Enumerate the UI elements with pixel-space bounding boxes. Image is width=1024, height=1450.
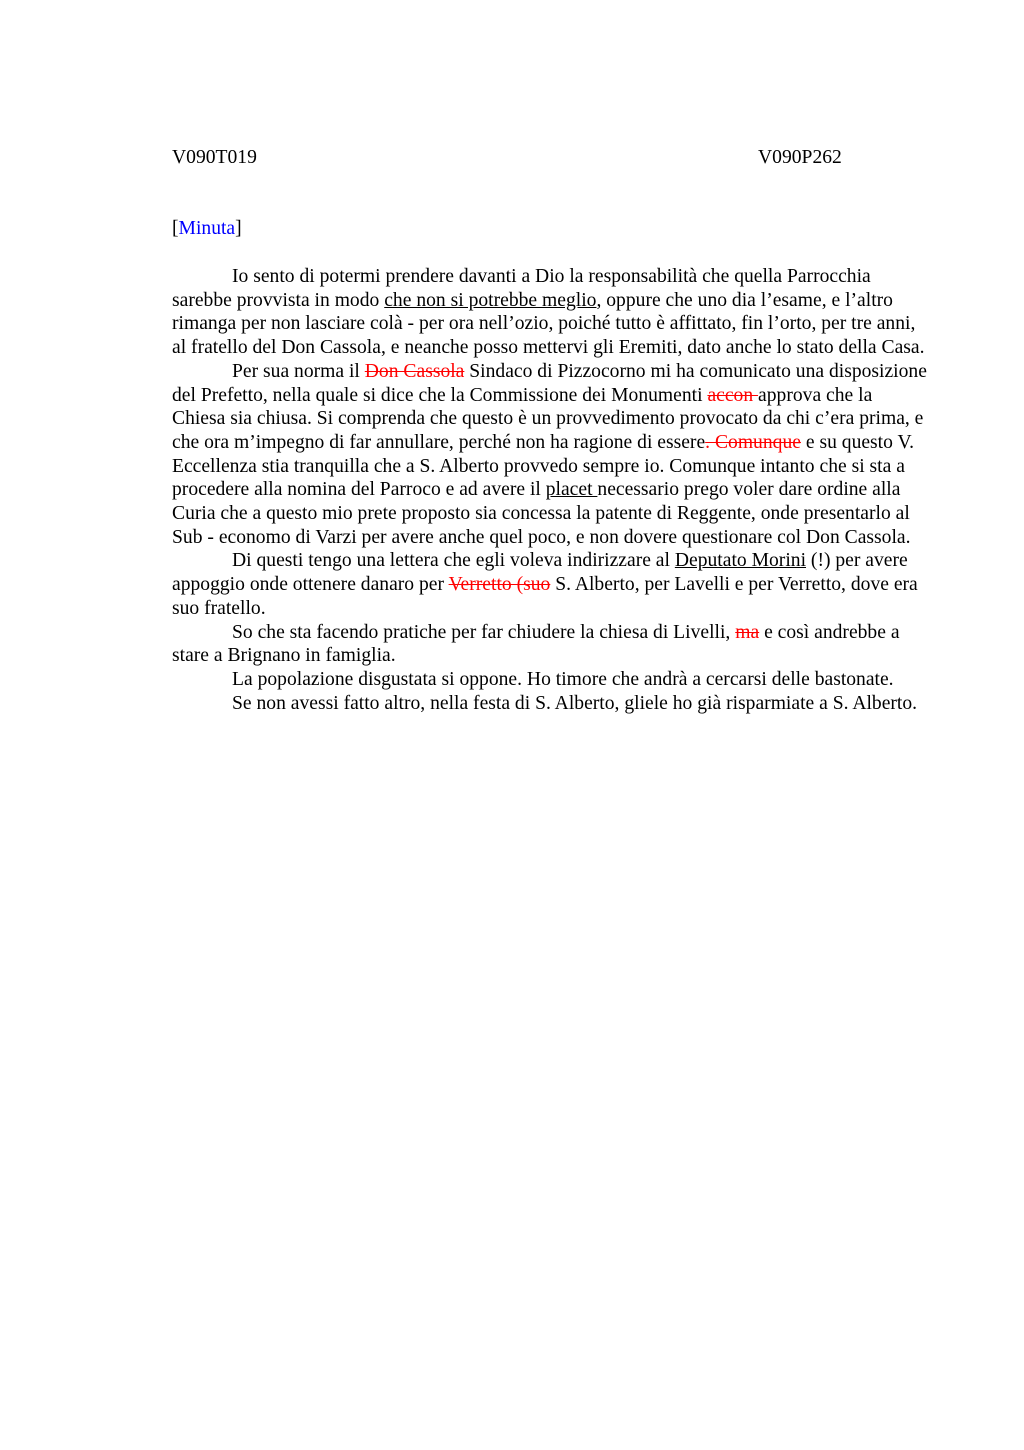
paragraph-1-text-a: Io sento di potermi prendere davanti a Dio la responsabilità che quella Parrocchia sarebbe provvista in modo (172, 266, 871, 311)
paragraph-5 (172, 668, 928, 692)
paragraph-3-text-d: S. Alberto, per Lavelli e per Verretto, dove era suo fratello. (172, 574, 918, 619)
paragraph-5-text-a: La popolazione disgustata si oppone. Ho timore che andrà a cercarsi delle bastonate. (232, 668, 894, 690)
paragraph-6-text-a: Se non avessi fatto altro, nella festa di S. Alberto, gliele ho già risparmiate a S. Alberto. (232, 692, 918, 714)
paragraph-1 (172, 265, 928, 360)
document-heading (172, 218, 242, 240)
underlined-phrase: Deputato Morini (674, 550, 807, 572)
paragraph-1-text-c: , oppure che uno dia l’esame, e l’altro rimanga per non lasciare colà - per ora nell’ozio, poiché tutto è affittato, fin l’orto, per tre anni, al fratello del Don Cassola, e neanche posso mettervi gli Eremiti, dato anche lo stato della Casa. (172, 289, 925, 359)
paragraph-4-text-a: So che sta facendo pratiche per far chiudere la chiesa di Livelli, (232, 621, 736, 643)
paragraph-2 (172, 360, 928, 550)
paragraph-2-text-a: Per sua norma il (232, 360, 365, 382)
deleted-text: accon (707, 384, 759, 406)
paragraph-4 (172, 621, 928, 668)
deleted-text: Verretto (suo (448, 574, 551, 596)
paragraph-6 (172, 692, 928, 716)
paragraph-2-text-c: approva che la Chiesa sia chiusa. Si comprenda che questo è un provvedimento provocato da chi c’era prima, e che ora m’impegno di far annullare, perché non ha ragione di essere (172, 384, 924, 453)
document-code-right: V090P262 (758, 147, 842, 168)
paragraph-3-text-a: Di questi tengo una lettera che egli voleva indirizzare al (232, 550, 675, 572)
deleted-text: . Comunque (705, 431, 801, 453)
paragraph-3-text-c: (!) per avere appoggio onde ottenere danaro per (172, 550, 908, 596)
heading-label: Minuta (178, 218, 236, 239)
paragraph-2-text-b: Sindaco di Pizzocorno mi ha comunicato una disposizione del Prefetto, nella quale si dice che la Commissione dei Monumenti (172, 360, 927, 406)
underlined-phrase: placet (545, 479, 598, 501)
document-body (172, 265, 928, 715)
deleted-text: Don Cassola (364, 360, 465, 382)
paragraph-2-text-f: necessario prego voler dare ordine alla Curia che a questo mio prete proposto sia concessa la patente di Reggente, onde presentarlo al Sub - economo di Varzi per avere anche quel poco, e non dovere questionare col Don Cassola. (172, 479, 911, 548)
paragraph-2-text-d: e su questo V. Eccellenza stia tranquilla che a S. Alberto provvedo sempre io. Comunque intanto che si sta a procedere alla nomina del Parroco e ad avere il (172, 431, 914, 501)
underlined-phrase: che non si potrebbe meglio (384, 289, 597, 311)
deleted-text: ma (735, 621, 760, 643)
paragraph-4-text-b: e così andrebbe a stare a Brignano in famiglia. (172, 621, 900, 667)
heading-bracket-close: ] (235, 218, 242, 239)
heading-bracket-open: [ (172, 218, 179, 239)
document-code-left: V090T019 (172, 147, 257, 168)
paragraph-3 (172, 549, 928, 620)
